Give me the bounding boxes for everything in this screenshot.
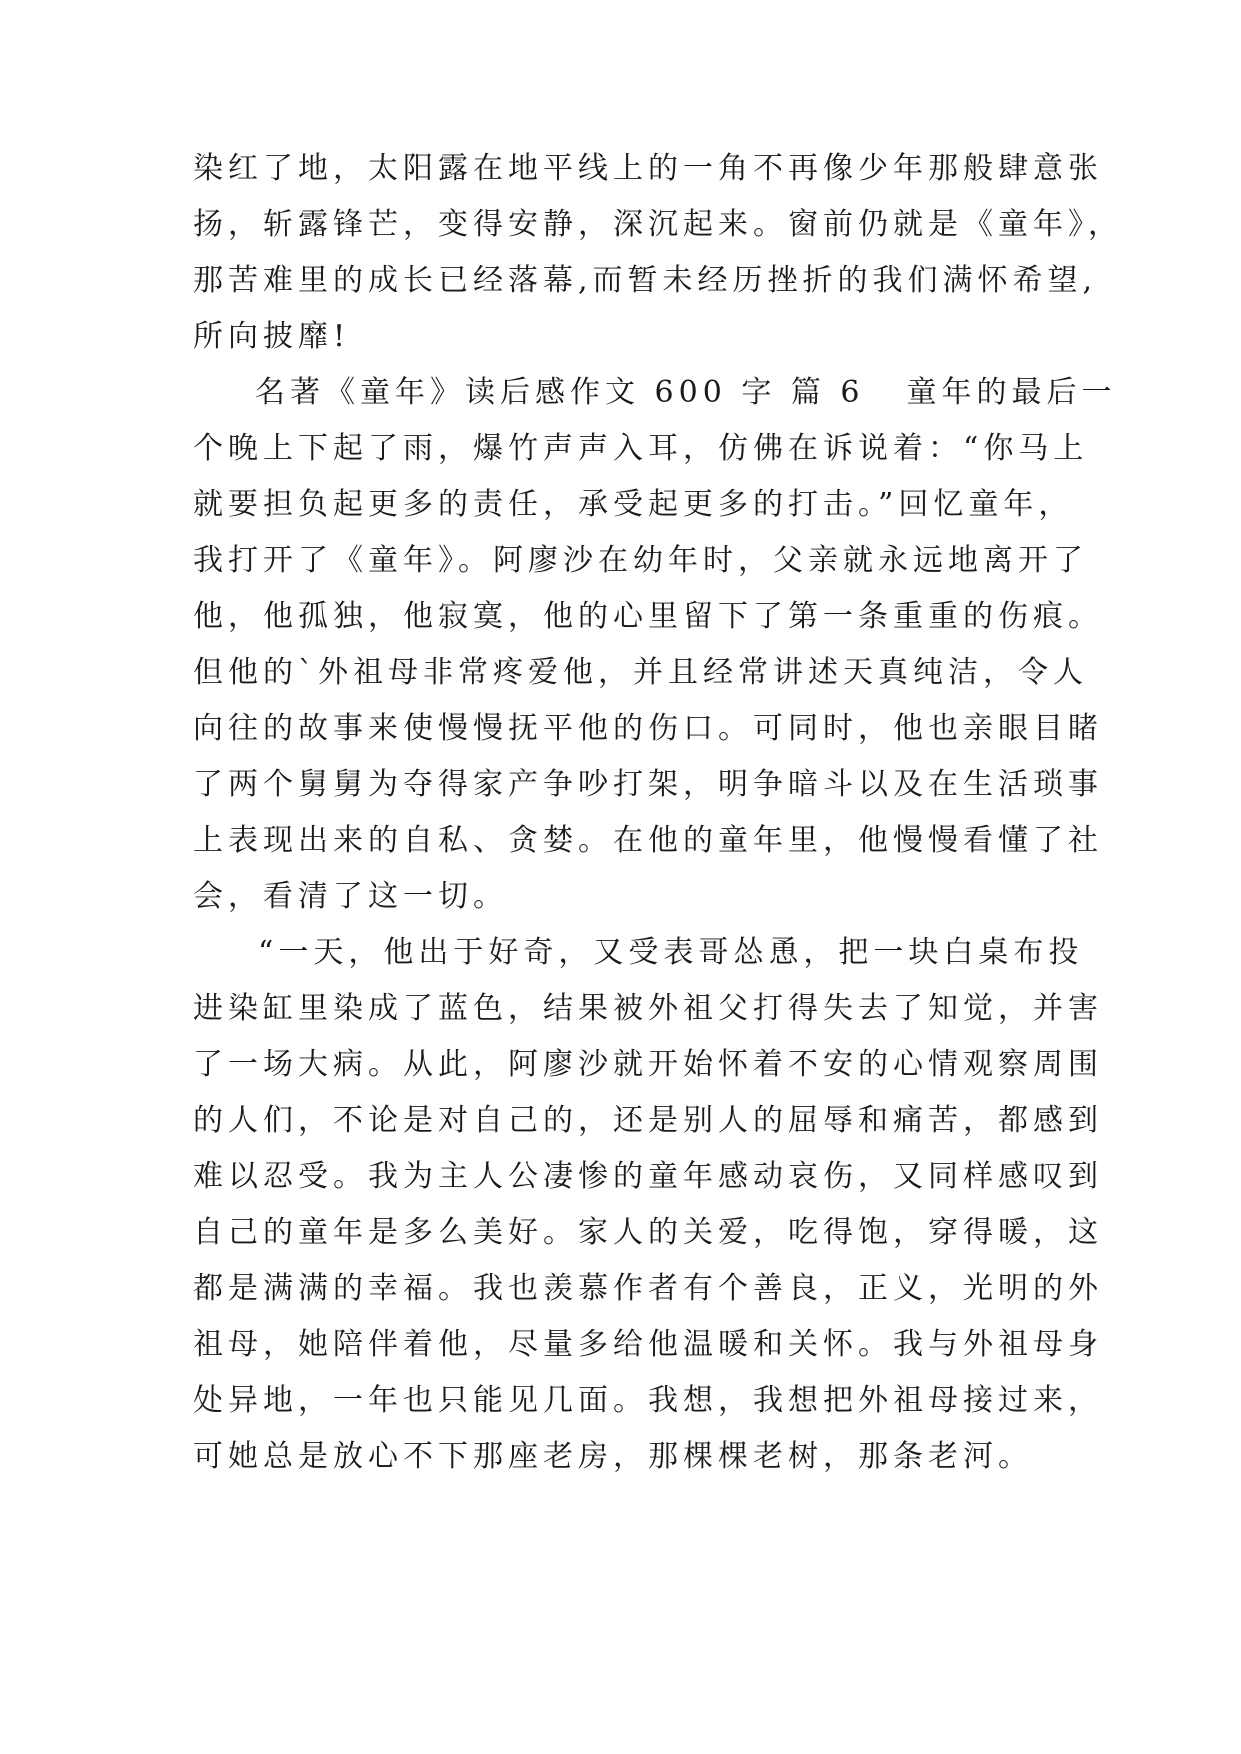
text-line: 会，看清了这一切。 bbox=[193, 879, 508, 914]
text-line: 染红了地，太阳露在地平线上的一角不再像少年那般肆意张 bbox=[193, 151, 1103, 186]
text-line: 自己的童年是多么美好。家人的关爱，吃得饱，穿得暖，这 bbox=[193, 1215, 1103, 1250]
section-heading-line bbox=[255, 373, 1155, 413]
text-line: 了两个舅舅为夺得家产争吵打架，明争暗斗以及在生活琐事 bbox=[193, 767, 1103, 802]
text-line: 都是满满的幸福。我也羡慕作者有个善良，正义，光明的外 bbox=[193, 1271, 1103, 1306]
text-line: 我打开了《童年》。阿廖沙在幼年时，父亲就永远地离开了 bbox=[193, 543, 1088, 578]
text-line: 可她总是放心不下那座老房，那棵棵老树，那条老河。 bbox=[193, 1439, 1033, 1474]
section-title: 名著《童年》读后感作文 600 字 篇 6 bbox=[255, 375, 865, 410]
text-line: 祖母，她陪伴着他，尽量多给他温暖和关怀。我与外祖母身 bbox=[193, 1327, 1103, 1362]
section-first-text: 童年的最后一 bbox=[906, 375, 1117, 410]
paragraph-first-line: “一天，他出于好奇，又受表哥怂恿，把一块白桌布投 bbox=[258, 935, 1084, 970]
text-line: 但他的`外祖母非常疼爱他，并且经常讲述天真纯洁，令人 bbox=[193, 655, 1088, 690]
text-line: 扬，斩露锋芒，变得安静，深沉起来。窗前仍就是《童年》， bbox=[193, 207, 1123, 242]
text-line: 个晚上下起了雨，爆竹声声入耳，仿佛在诉说着：“你马上 bbox=[193, 431, 1089, 466]
text-line: 所向披靡! bbox=[193, 319, 351, 354]
text-line: 的人们，不论是对自己的，还是别人的屈辱和痛苦，都感到 bbox=[193, 1103, 1103, 1138]
text-line: 向往的故事来使慢慢抚平他的伤口。可同时，他也亲眼目睹 bbox=[193, 711, 1103, 746]
text-line: 就要担负起更多的责任，承受起更多的打击。”回忆童年， bbox=[193, 487, 1074, 522]
text-line: 进染缸里染成了蓝色，结果被外祖父打得失去了知觉，并害 bbox=[193, 991, 1103, 1026]
text-line: 那苦难里的成长已经落幕,而暂未经历挫折的我们满怀希望, bbox=[193, 263, 1098, 298]
text-line: 他，他孤独，他寂寞，他的心里留下了第一条重重的伤痕。 bbox=[193, 599, 1103, 634]
text-line: 了一场大病。从此，阿廖沙就开始怀着不安的心情观察周围 bbox=[193, 1047, 1103, 1082]
text-line: 难以忍受。我为主人公凄惨的童年感动哀伤，又同样感叹到 bbox=[193, 1159, 1103, 1194]
text-line: 上表现出来的自私、贪婪。在他的童年里，他慢慢看懂了社 bbox=[193, 823, 1103, 858]
text-line: 处异地，一年也只能见几面。我想，我想把外祖母接过来， bbox=[193, 1383, 1103, 1418]
